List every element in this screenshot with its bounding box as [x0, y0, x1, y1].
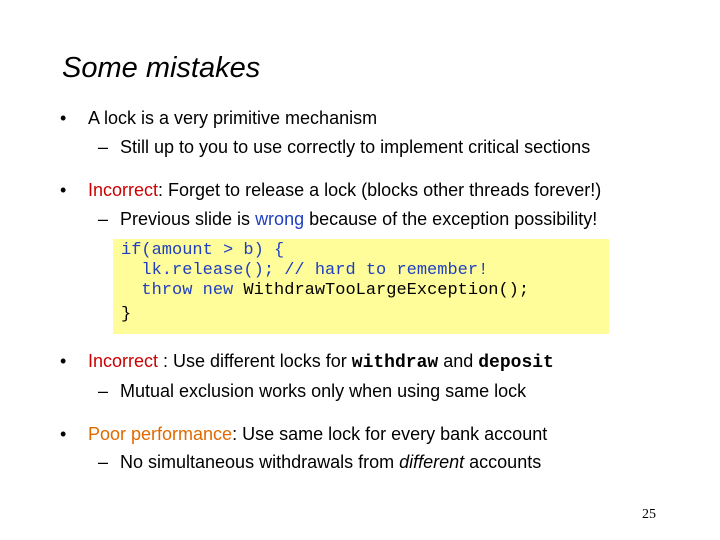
code-deposit: deposit — [478, 353, 554, 373]
code-line-4 — [121, 305, 131, 324]
bullet-body: : Forget to release a lock (blocks other threads forever!) — [158, 180, 602, 200]
code-comment: // hard to remember! — [284, 261, 489, 280]
code-keyword-throw: throw — [121, 281, 193, 300]
bullet-marker: • — [60, 180, 67, 200]
slide-title: Some mistakes — [62, 52, 261, 84]
bullet-text: A lock is a very primitive mechanism — [88, 108, 378, 128]
code-text: WithdrawTooLargeException(); — [233, 281, 530, 300]
bullet-marker: • — [60, 108, 67, 128]
code-line-3 — [121, 281, 529, 300]
sub-bullet-marker: – — [98, 209, 109, 229]
bullet-text — [88, 180, 601, 201]
sub-bullet-marker: – — [98, 381, 109, 401]
incorrect-label: Incorrect — [88, 351, 159, 371]
bullet-marker: • — [60, 351, 67, 371]
code-space — [192, 281, 202, 300]
bullet-marker: • — [60, 424, 67, 444]
incorrect-label: Incorrect — [88, 180, 159, 200]
bullet-text — [88, 424, 547, 445]
bullet-text — [88, 351, 554, 373]
code-line-2 — [121, 261, 488, 280]
page-number: 25 — [642, 507, 656, 522]
sub-bullet-marker: – — [98, 137, 109, 157]
code-text: lk.release(); — [121, 261, 285, 280]
sub-text-before: Previous slide is — [120, 209, 256, 229]
italic-different: different — [399, 452, 465, 472]
wrong-word: wrong — [255, 209, 305, 229]
code-line-1 — [121, 241, 284, 260]
code-withdraw: withdraw — [351, 353, 439, 373]
sub-bullet-text: Still up to you to use correctly to implement critical sections — [120, 137, 591, 157]
code-block — [113, 239, 609, 334]
sub-text-after: accounts — [464, 452, 542, 472]
sub-text-before: No simultaneous withdrawals from — [120, 452, 400, 472]
sub-text-after: because of the exception possibility! — [304, 209, 598, 229]
sub-bullet-text: Mutual exclusion works only when using same lock — [120, 381, 527, 401]
bullet-body: and — [438, 351, 479, 371]
bullet-body: : Use different locks for — [158, 351, 352, 371]
poor-performance-label: Poor performance — [88, 424, 233, 444]
code-text: if(amount > b) { — [121, 241, 285, 260]
sub-bullet-text — [120, 209, 597, 230]
code-text: } — [121, 305, 132, 324]
bullet-body: : Use same lock for every bank account — [232, 424, 548, 444]
sub-bullet-text — [120, 452, 541, 473]
code-keyword-new: new — [202, 281, 234, 300]
sub-bullet-marker: – — [98, 452, 109, 472]
